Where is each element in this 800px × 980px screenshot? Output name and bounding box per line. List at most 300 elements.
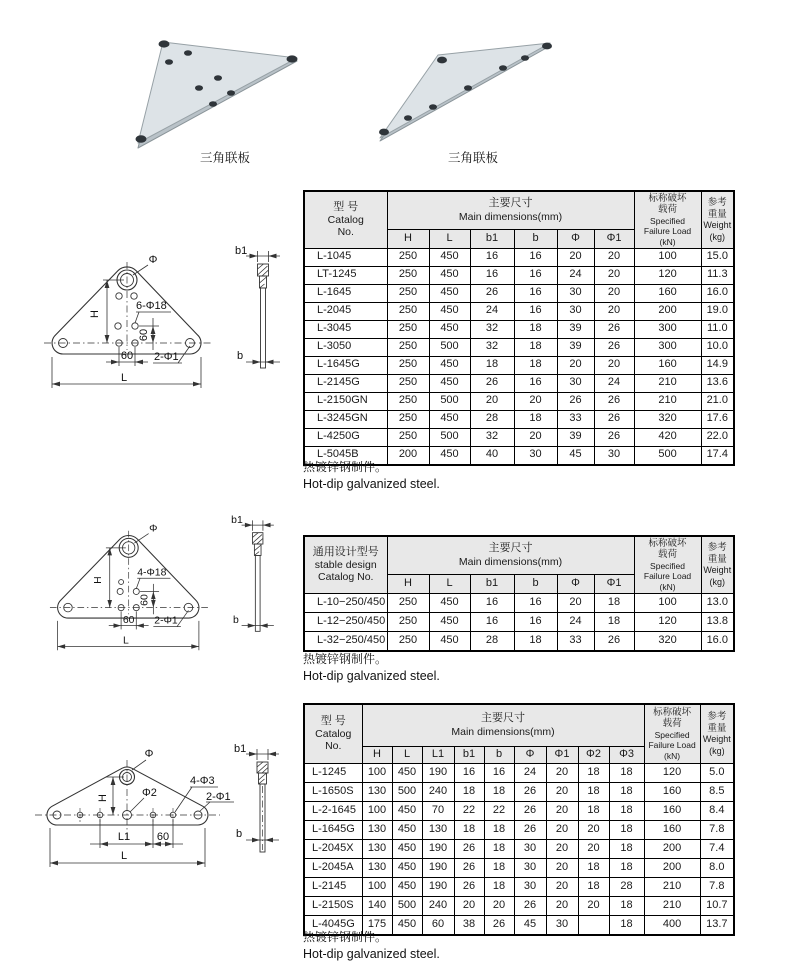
plate-photo-left-face <box>138 42 297 143</box>
table-cell: L-3045 <box>304 320 387 338</box>
table-cell: 450 <box>429 446 470 465</box>
table-cell: 8.5 <box>700 782 734 801</box>
table-cell: 320 <box>634 410 701 428</box>
table-cell: 16 <box>514 302 557 320</box>
table-cell: 32 <box>470 428 514 446</box>
table-cell: 8.0 <box>700 858 734 877</box>
table-cell: 32 <box>470 338 514 356</box>
label-holes: 6-Φ18 <box>136 300 167 312</box>
table-cell: 160 <box>644 782 700 801</box>
table-row <box>304 248 734 266</box>
table-cell: 20 <box>546 877 578 896</box>
table-cell: 38 <box>454 915 484 935</box>
table-cell: 30 <box>557 374 594 392</box>
table-cell: 320 <box>634 631 701 651</box>
table-cell: 450 <box>429 320 470 338</box>
table-cell: L-1645G <box>304 820 362 839</box>
table-cell: 500 <box>429 428 470 446</box>
table-cell: L-2145G <box>304 374 387 392</box>
label-60: 60 <box>156 831 170 843</box>
table-cell: 450 <box>429 284 470 302</box>
table-cell: 20 <box>578 820 609 839</box>
table-cell: 19.0 <box>701 302 734 320</box>
table-cell: 16 <box>514 284 557 302</box>
table-cell: 18 <box>578 763 609 782</box>
table-cell: 11.3 <box>701 266 734 284</box>
table-cell: 18 <box>609 915 644 935</box>
table-cell: 8.4 <box>700 801 734 820</box>
plate-photo-right-caption: 三角联板 <box>447 151 498 165</box>
label-end-holes: 2-Φ1 <box>206 791 231 803</box>
table-row <box>304 302 734 320</box>
table-cell: 28 <box>609 877 644 896</box>
table-cell: 26 <box>470 284 514 302</box>
table-body <box>304 763 734 935</box>
table-row <box>304 320 734 338</box>
table-cell: 18 <box>484 858 514 877</box>
table-row <box>304 593 734 612</box>
table-cell: 26 <box>454 858 484 877</box>
table-cell: L-1650S <box>304 782 362 801</box>
col-header-b1: b1 <box>470 574 514 593</box>
col-header-L: L <box>392 746 422 763</box>
table-row <box>304 631 734 651</box>
table-cell: 18 <box>484 820 514 839</box>
table-cell: 18 <box>578 858 609 877</box>
material-note-3: 热镀锌钢制件。 Hot-dip galvanized steel. <box>303 930 440 961</box>
table-row <box>304 428 734 446</box>
table-cell: 130 <box>362 839 392 858</box>
table-cell: 130 <box>422 820 454 839</box>
table-cell: 26 <box>470 374 514 392</box>
table-cell: 26 <box>594 320 634 338</box>
table-cell: 100 <box>362 801 392 820</box>
label-b1: b1 <box>234 743 247 755</box>
table-cell: 18 <box>609 858 644 877</box>
col-header-main-dimensions: 主要尺寸 Main dimensions(mm) <box>387 191 634 229</box>
table-cell: L-10−250/450 <box>304 593 387 612</box>
table-cell: 210 <box>644 896 700 915</box>
table-cell: 250 <box>387 612 429 631</box>
label-L1: L1 <box>117 831 131 843</box>
table-cell: 210 <box>634 374 701 392</box>
table-row <box>304 782 734 801</box>
col-header-main-dimensions: 主要尺寸 Main dimensions(mm) <box>387 536 634 574</box>
table-cell: L-12−250/450 <box>304 612 387 631</box>
table-cell: 450 <box>429 631 470 651</box>
col-header-H: H <box>362 746 392 763</box>
table-cell: 18 <box>609 896 644 915</box>
table-row <box>304 858 734 877</box>
table-cell: 20 <box>557 248 594 266</box>
table-cell: 28 <box>470 631 514 651</box>
label-L: L <box>120 850 128 862</box>
table-cell: 16 <box>454 763 484 782</box>
dimension-table-3 <box>303 703 735 936</box>
table-cell: 16 <box>514 593 557 612</box>
table-cell: 18 <box>578 877 609 896</box>
col-header-L1: L1 <box>422 746 454 763</box>
table-cell: L-4250G <box>304 428 387 446</box>
table-cell: 160 <box>644 801 700 820</box>
col-header-phi1: Φ1 <box>546 746 578 763</box>
table-cell: 7.4 <box>700 839 734 858</box>
table-cell: 130 <box>362 782 392 801</box>
table-cell: 18 <box>609 782 644 801</box>
table-cell: 30 <box>546 915 578 935</box>
table-cell: 250 <box>387 593 429 612</box>
col-header-phi2: Φ2 <box>578 746 609 763</box>
plate-photo-left <box>100 15 330 150</box>
table-cell: 39 <box>557 338 594 356</box>
table-cell: 200 <box>644 858 700 877</box>
table-cell: 26 <box>454 839 484 858</box>
table-cell: 450 <box>429 248 470 266</box>
table-row <box>304 877 734 896</box>
table-cell: 250 <box>387 302 429 320</box>
table-cell: 20 <box>557 356 594 374</box>
table-cell: 26 <box>594 392 634 410</box>
table-cell: 240 <box>422 782 454 801</box>
table-cell: 250 <box>387 320 429 338</box>
col-header-catalog: 通用设计型号 stable design Catalog No. <box>304 536 387 593</box>
table-cell: 26 <box>514 896 546 915</box>
table-row <box>304 801 734 820</box>
table-row <box>304 612 734 631</box>
table-cell: 190 <box>422 858 454 877</box>
table-cell: 190 <box>422 839 454 858</box>
table-cell: 13.0 <box>701 593 734 612</box>
table-cell: 16 <box>514 374 557 392</box>
table-cell: L-5045B <box>304 446 387 465</box>
label-phi2: Φ2 <box>142 787 157 799</box>
table-cell: 33 <box>557 631 594 651</box>
table-cell: 20 <box>546 820 578 839</box>
table-body <box>304 248 734 465</box>
table-cell: 16.0 <box>701 284 734 302</box>
table-cell: 100 <box>634 593 701 612</box>
table-cell: 16 <box>484 763 514 782</box>
table-cell: 20 <box>514 392 557 410</box>
table-cell: 16 <box>470 593 514 612</box>
table-cell: 30 <box>514 446 557 465</box>
table-cell: 10.0 <box>701 338 734 356</box>
table-cell: 450 <box>429 612 470 631</box>
table-cell: 26 <box>454 877 484 896</box>
col-header-catalog: 型 号 Catalog No. <box>304 704 362 763</box>
table-cell: L-1045 <box>304 248 387 266</box>
table-cell: 24 <box>594 374 634 392</box>
col-header-main-dimensions: 主要尺寸 Main dimensions(mm) <box>362 704 644 746</box>
table-cell: 100 <box>362 877 392 896</box>
table-cell: 16 <box>514 266 557 284</box>
table-cell: 450 <box>392 877 422 896</box>
table-cell: L-32−250/450 <box>304 631 387 651</box>
table-cell: 5.0 <box>700 763 734 782</box>
drawing-section-3 <box>20 700 300 875</box>
label-holes: 4-Φ3 <box>190 775 215 787</box>
table-cell: 500 <box>429 392 470 410</box>
table-cell: 100 <box>634 248 701 266</box>
table-cell <box>578 915 609 935</box>
table-cell: 120 <box>634 612 701 631</box>
table-cell: 30 <box>514 839 546 858</box>
table-cell: 26 <box>514 820 546 839</box>
table-cell: L-2045X <box>304 839 362 858</box>
col-header-phi: Φ <box>557 574 594 593</box>
plate-photo-left-caption: 三角联板 <box>199 151 250 165</box>
label-60-vertical: 60 <box>138 328 150 342</box>
table-cell: L-3245GN <box>304 410 387 428</box>
table-cell: LT-1245 <box>304 266 387 284</box>
table-cell: 10.7 <box>700 896 734 915</box>
table-cell: 13.7 <box>700 915 734 935</box>
table-cell: 26 <box>514 782 546 801</box>
table-cell: 240 <box>422 896 454 915</box>
table-cell: 20 <box>594 302 634 320</box>
table-cell: 18 <box>454 782 484 801</box>
table-cell: 18 <box>484 782 514 801</box>
table-cell: 20 <box>557 593 594 612</box>
col-header-phi1: Φ1 <box>594 229 634 248</box>
dimension-table-1 <box>303 190 735 466</box>
table-cell: 40 <box>470 446 514 465</box>
table-cell: 20 <box>514 428 557 446</box>
col-header-phi: Φ <box>557 229 594 248</box>
label-b1: b1 <box>235 245 248 257</box>
table-cell: 500 <box>634 446 701 465</box>
table-cell: 250 <box>387 248 429 266</box>
table-cell: 26 <box>594 338 634 356</box>
table-cell: 18 <box>609 839 644 858</box>
table-cell: L-1645 <box>304 284 387 302</box>
table-cell: 20 <box>484 896 514 915</box>
table-cell: 120 <box>634 266 701 284</box>
table-cell: 20 <box>546 782 578 801</box>
table-cell: 24 <box>470 302 514 320</box>
table-cell: 20 <box>454 896 484 915</box>
table-cell: 26 <box>484 915 514 935</box>
table-cell: 450 <box>392 858 422 877</box>
table-cell: 24 <box>514 763 546 782</box>
table-cell: 250 <box>387 392 429 410</box>
table-cell: 26 <box>594 428 634 446</box>
table-cell: 26 <box>514 801 546 820</box>
material-note-1: 热镀锌钢制件。 Hot-dip galvanized steel. <box>303 460 440 491</box>
table-cell: L-1645G <box>304 356 387 374</box>
col-header-catalog: 型 号 Catalog No. <box>304 191 387 248</box>
table-cell: 450 <box>429 302 470 320</box>
label-phi: Φ <box>144 748 154 760</box>
label-L: L <box>122 635 129 647</box>
col-header-b: b <box>484 746 514 763</box>
drawing-section-1 <box>20 238 300 438</box>
col-header-H: H <box>387 229 429 248</box>
col-header-weight: 参考 重量 Weight (kg) <box>701 191 734 248</box>
col-header-b: b <box>514 574 557 593</box>
plate-outline <box>58 535 199 618</box>
table-row <box>304 266 734 284</box>
table-cell: 45 <box>557 446 594 465</box>
table-row <box>304 374 734 392</box>
table-cell: 20 <box>546 801 578 820</box>
table-cell: 18 <box>594 612 634 631</box>
table-cell: 420 <box>634 428 701 446</box>
table-cell: 450 <box>392 915 422 935</box>
dimension-table-2 <box>303 535 735 652</box>
table-cell: 17.4 <box>701 446 734 465</box>
table-cell: L-2150GN <box>304 392 387 410</box>
table-cell: 18 <box>484 877 514 896</box>
table-cell: 250 <box>387 428 429 446</box>
col-header-phi: Φ <box>514 746 546 763</box>
table-cell: 450 <box>429 410 470 428</box>
table-cell: 15.0 <box>701 248 734 266</box>
table-body <box>304 593 734 651</box>
table-cell: 18 <box>514 356 557 374</box>
table-cell: 160 <box>634 356 701 374</box>
table-row <box>304 284 734 302</box>
label-H: H <box>89 310 101 318</box>
bolt-holes <box>117 580 139 611</box>
label-H: H <box>97 794 109 802</box>
table-cell: 11.0 <box>701 320 734 338</box>
label-60-vertical: 60 <box>139 594 151 606</box>
table-cell: 30 <box>514 858 546 877</box>
table-cell: 210 <box>634 392 701 410</box>
table-cell: 18 <box>609 801 644 820</box>
table-cell: 20 <box>546 858 578 877</box>
table-cell: 18 <box>514 338 557 356</box>
table-row <box>304 356 734 374</box>
table-cell: 450 <box>392 839 422 858</box>
table-cell: 210 <box>644 877 700 896</box>
table-row <box>304 410 734 428</box>
table-cell: 21.0 <box>701 392 734 410</box>
table-cell: 18 <box>454 820 484 839</box>
label-L: L <box>120 372 128 384</box>
table-cell: 22 <box>454 801 484 820</box>
table-cell: 16 <box>514 612 557 631</box>
table-cell: 26 <box>557 392 594 410</box>
table-cell: L-4045G <box>304 915 362 935</box>
label-60-horizontal: 60 <box>122 614 135 626</box>
table-cell: 17.6 <box>701 410 734 428</box>
table-cell: 500 <box>392 896 422 915</box>
table-cell: 13.8 <box>701 612 734 631</box>
col-header-b1: b1 <box>454 746 484 763</box>
table-cell: 20 <box>594 356 634 374</box>
table-cell: 18 <box>594 593 634 612</box>
label-H: H <box>93 576 105 584</box>
table-row <box>304 763 734 782</box>
label-b: b <box>236 828 243 840</box>
table-cell: 250 <box>387 356 429 374</box>
table-cell: 160 <box>644 820 700 839</box>
plate-outline <box>47 767 208 825</box>
col-header-b: b <box>514 229 557 248</box>
col-header-phi3: Φ3 <box>609 746 644 763</box>
label-b: b <box>233 614 239 626</box>
table-cell: L-2045 <box>304 302 387 320</box>
table-cell: 500 <box>392 782 422 801</box>
table-cell: 140 <box>362 896 392 915</box>
table-cell: 26 <box>594 631 634 651</box>
table-cell: 70 <box>422 801 454 820</box>
col-header-H: H <box>387 574 429 593</box>
table-cell: 16 <box>470 266 514 284</box>
table-cell: 16 <box>514 248 557 266</box>
table-cell: 450 <box>392 820 422 839</box>
col-header-weight: 参考 重量 Weight (kg) <box>700 704 734 763</box>
label-b1: b1 <box>231 515 243 527</box>
table-cell: 300 <box>634 338 701 356</box>
label-phi: Φ <box>149 523 158 535</box>
table-cell: 16 <box>470 248 514 266</box>
table-cell: 18 <box>470 356 514 374</box>
table-cell: 18 <box>609 763 644 782</box>
table-cell: 200 <box>387 446 429 465</box>
label-b: b <box>237 350 244 362</box>
table-cell: 100 <box>362 763 392 782</box>
table-cell: 250 <box>387 374 429 392</box>
table-cell: 250 <box>387 631 429 651</box>
table-cell: 39 <box>557 320 594 338</box>
table-cell: 20 <box>594 284 634 302</box>
table-cell: 175 <box>362 915 392 935</box>
table-cell: 20 <box>470 392 514 410</box>
table-cell: 22.0 <box>701 428 734 446</box>
table-cell: 7.8 <box>700 820 734 839</box>
table-cell: 45 <box>514 915 546 935</box>
table-cell: 400 <box>644 915 700 935</box>
table-cell: 24 <box>557 266 594 284</box>
table-row <box>304 338 734 356</box>
table-cell: 20 <box>546 763 578 782</box>
table-cell: 450 <box>429 266 470 284</box>
table-cell: 24 <box>557 612 594 631</box>
table-cell: L-2-1645 <box>304 801 362 820</box>
table-cell: 300 <box>634 320 701 338</box>
table-cell: 13.6 <box>701 374 734 392</box>
table-cell: 20 <box>578 839 609 858</box>
table-cell: 26 <box>594 410 634 428</box>
table-cell: 160 <box>634 284 701 302</box>
col-header-b1: b1 <box>470 229 514 248</box>
table-cell: 190 <box>422 877 454 896</box>
table-cell: 16.0 <box>701 631 734 651</box>
table-cell: 18 <box>514 631 557 651</box>
table-cell: 250 <box>387 410 429 428</box>
table-cell: L-2045A <box>304 858 362 877</box>
col-header-phi1: Φ1 <box>594 574 634 593</box>
table-cell: 33 <box>557 410 594 428</box>
label-holes: 4-Φ18 <box>137 567 167 579</box>
table-cell: 450 <box>392 763 422 782</box>
table-cell: L-2150S <box>304 896 362 915</box>
side-view <box>242 520 274 631</box>
table-cell: 22 <box>484 801 514 820</box>
table-cell: 18 <box>514 320 557 338</box>
table-cell: 16 <box>470 612 514 631</box>
table-cell: 500 <box>429 338 470 356</box>
table-cell: 18 <box>484 839 514 858</box>
col-header-weight: 参考 重量 Weight (kg) <box>701 536 734 593</box>
plate-outline <box>52 267 201 354</box>
table-cell: 7.8 <box>700 877 734 896</box>
col-header-failure-load: 标称破坏 载荷 Specified Failure Load (kN) <box>644 704 700 763</box>
table-cell: 450 <box>392 801 422 820</box>
